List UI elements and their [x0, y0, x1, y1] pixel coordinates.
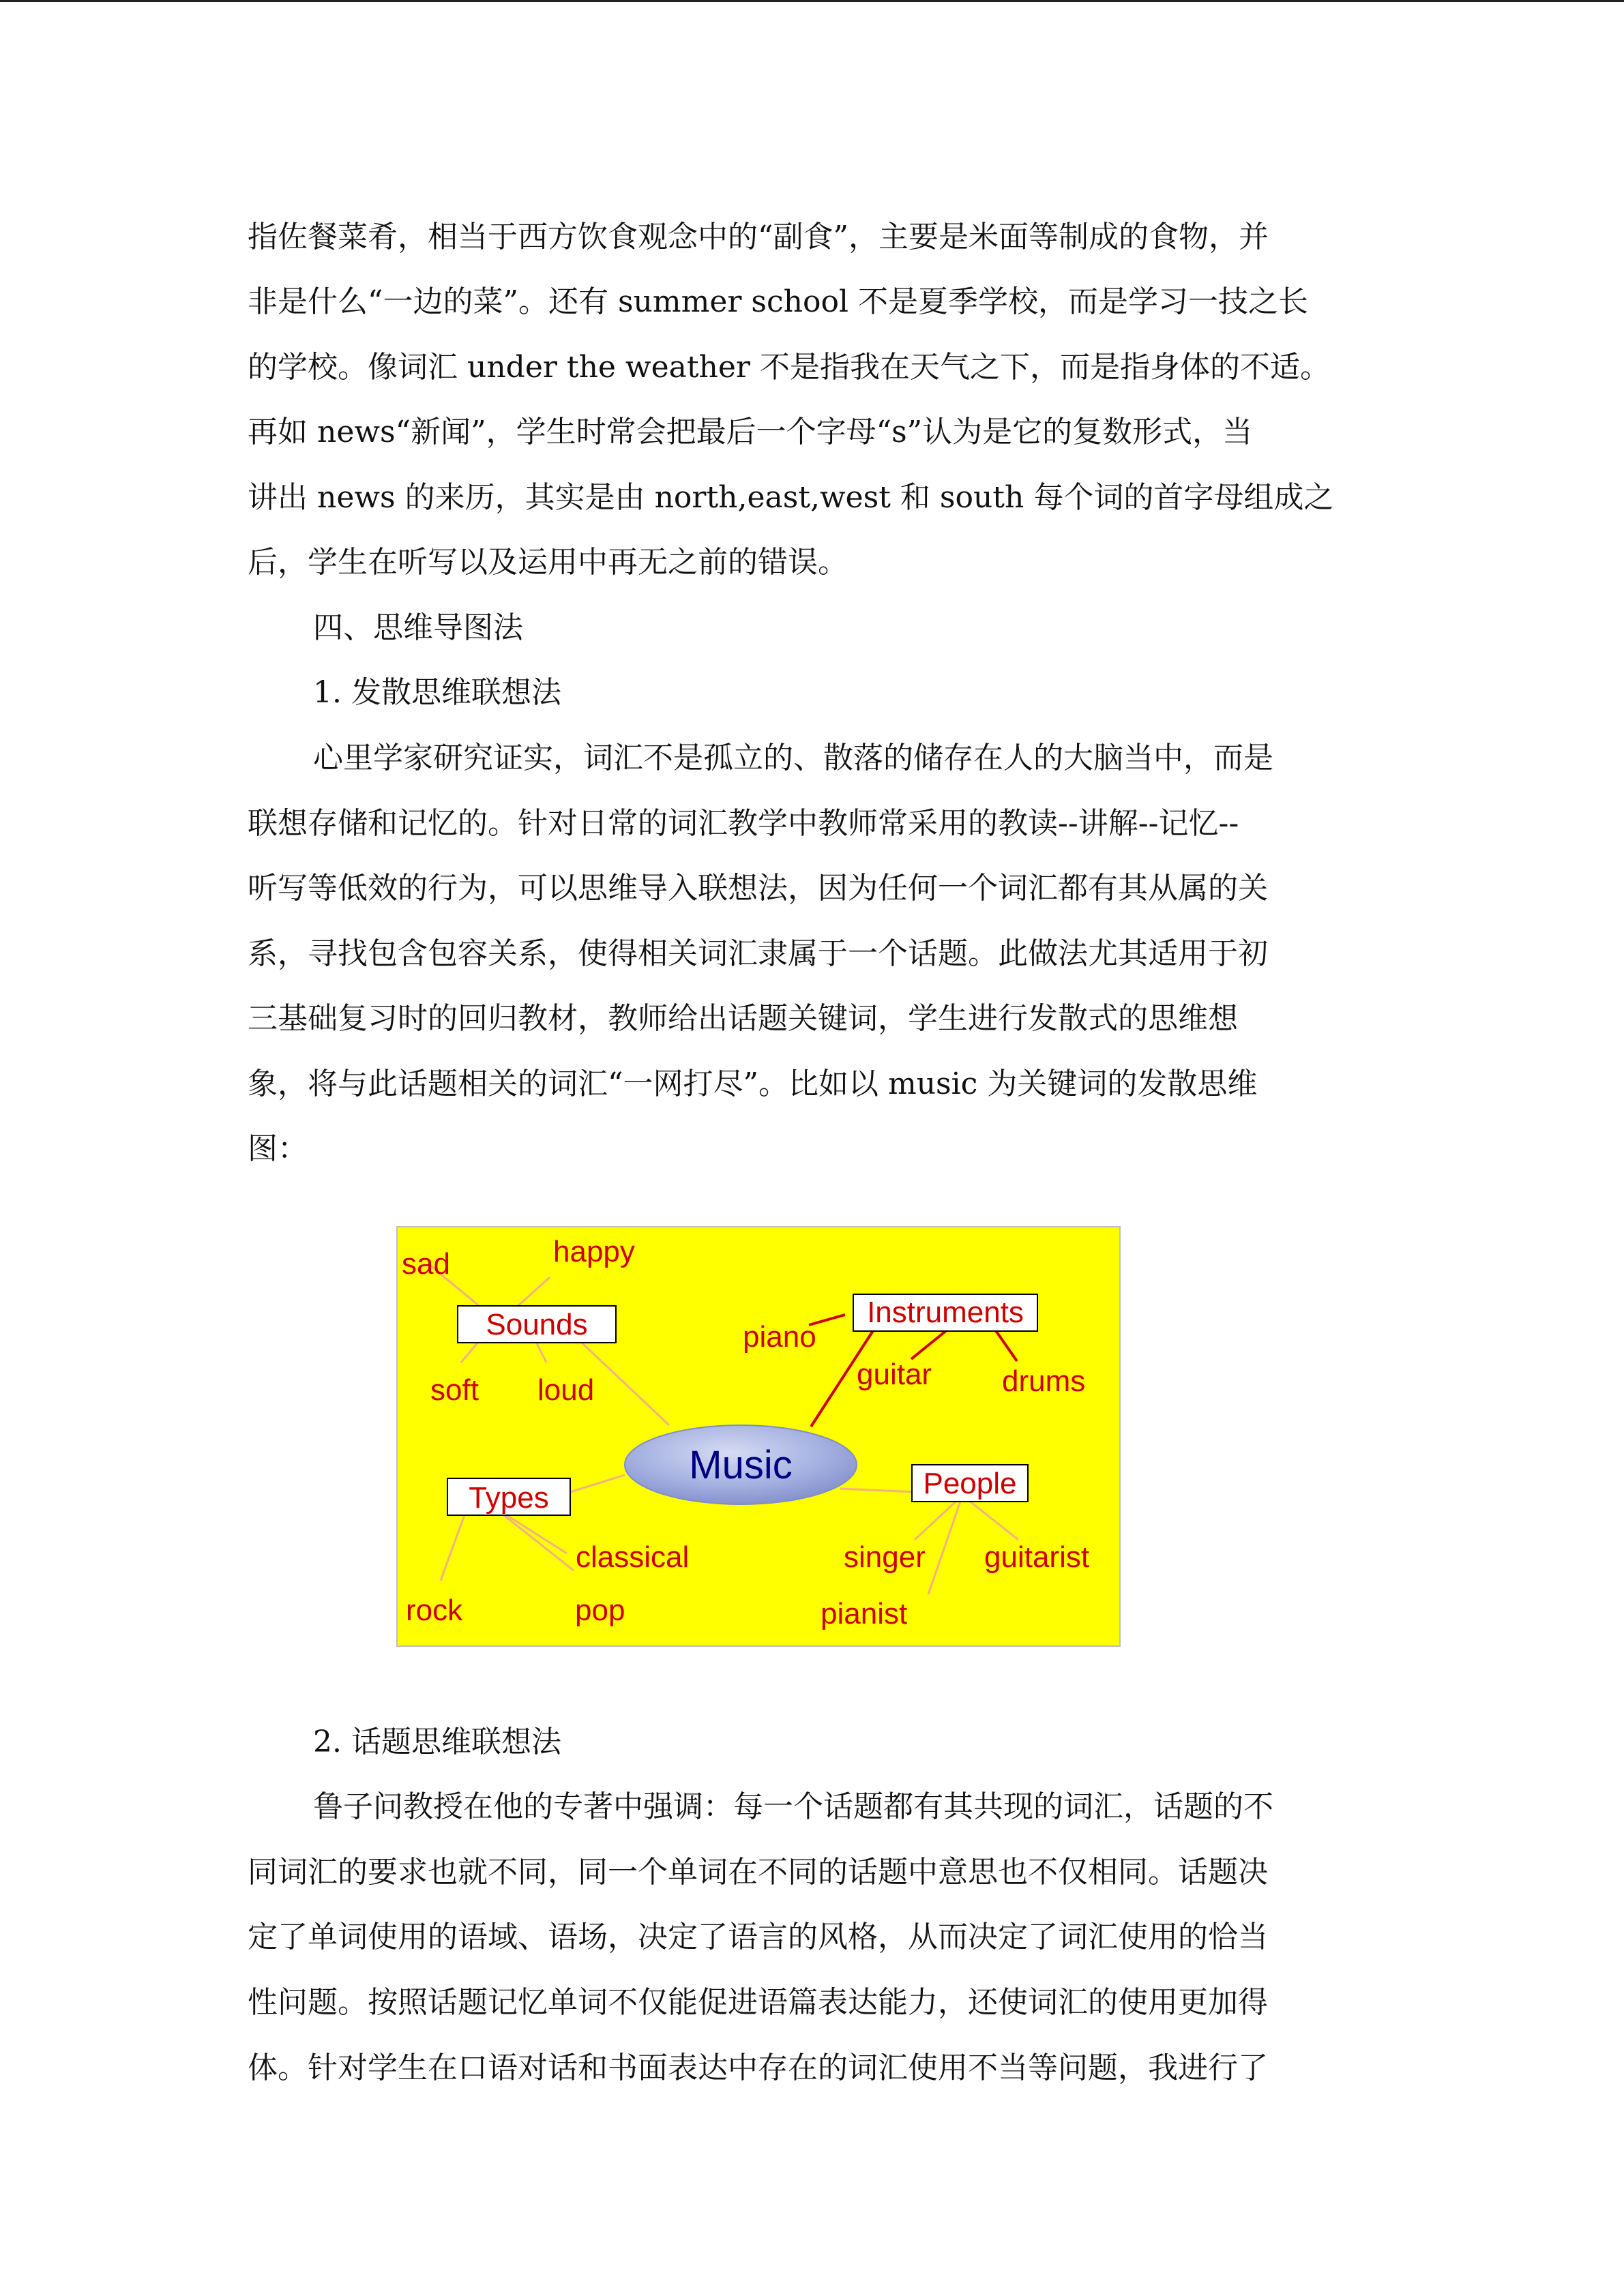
word-loud: loud: [537, 1373, 595, 1407]
paragraph-line: 鲁子问教授在他的专著中强调：每一个话题都有其共现的词汇，话题的不: [313, 1789, 1273, 1824]
word-rock: rock: [406, 1594, 463, 1627]
word-sad: sad: [402, 1247, 450, 1281]
paragraph-line: 讲出 news 的来历，其实是由 north,east,west 和 south 每个词的首字母组成之: [248, 480, 1334, 515]
center-node-label: Music: [689, 1443, 793, 1487]
word-guitarist: guitarist: [984, 1540, 1090, 1574]
paragraph-line: 指佐餐菜肴，相当于西方饮食观念中的“副食”，主要是米面等制成的食物，并: [248, 220, 1269, 254]
paragraph-line: 象，将与此话题相关的词汇“一网打尽”。比如以 music 为关键词的发散思维: [248, 1067, 1258, 1101]
paragraph-line: 后，学生在听写以及运用中再无之前的错误。: [248, 545, 848, 580]
word-singer: singer: [844, 1540, 926, 1574]
word-happy: happy: [553, 1235, 635, 1268]
subsection-heading: 2. 话题思维联想法: [313, 1725, 561, 1759]
paragraph-line: 联想存储和记忆的。针对日常的词汇教学中教师常采用的教读--讲解--记忆--: [248, 806, 1239, 841]
paragraph-line: 听写等低效的行为，可以思维导入联想法，因为任何一个词汇都有其从属的关: [248, 871, 1268, 906]
music-mind-map: [396, 1226, 1121, 1647]
word-pianist: pianist: [821, 1597, 908, 1630]
paragraph-line: 图：: [248, 1131, 308, 1166]
paragraph-line: 再如 news“新闻”，学生时常会把最后一个字母“s”认为是它的复数形式，当: [248, 415, 1253, 449]
word-pop: pop: [575, 1594, 625, 1627]
paragraph-line: 三基础复习时的回归教材，教师给出话题关键词，学生进行发散式的思维想: [248, 1001, 1238, 1036]
subsection-heading: 1. 发散思维联想法: [313, 675, 561, 710]
word-guitar: guitar: [857, 1358, 932, 1391]
paragraph-line: 心里学家研究证实，词汇不是孤立的、散落的储存在人的大脑当中，而是: [313, 741, 1273, 775]
word-piano: piano: [743, 1320, 816, 1354]
paragraph-line: 性问题。按照话题记忆单词不仅能促进语篇表达能力，还使词汇的使用更加得: [248, 1985, 1268, 2020]
paragraph-line: 非是什么“一边的菜”。还有 summer school 不是夏季学校，而是学习一技之长: [248, 284, 1308, 319]
word-drums: drums: [1002, 1365, 1086, 1398]
mind-map-svg: [396, 1226, 1121, 1647]
page-top-border: [0, 0, 1624, 2]
paragraph-line: 的学校。像词汇 under the weather 不是指我在天气之下，而是指身体的不适。: [248, 350, 1330, 385]
paragraph-line: 系，寻找包含包容关系，使得相关词汇隶属于一个话题。此做法尤其适用于初: [248, 936, 1268, 971]
category-label-types: Types: [469, 1481, 549, 1515]
category-label-people: People: [923, 1467, 1017, 1500]
word-classical: classical: [576, 1540, 690, 1574]
section-heading: 四、思维导图法: [313, 610, 523, 645]
category-label-sounds: Sounds: [486, 1308, 588, 1341]
paragraph-line: 定了单词使用的语域、语场，决定了语言的风格，从而决定了词汇使用的恰当: [248, 1920, 1268, 1954]
paragraph-line: 同词汇的要求也就不同，同一个单词在不同的话题中意思也不仅相同。话题决: [248, 1855, 1268, 1890]
category-label-instruments: Instruments: [867, 1296, 1024, 1329]
paragraph-line: 体。针对学生在口语对话和书面表达中存在的词汇使用不当等问题，我进行了: [248, 2051, 1268, 2085]
word-soft: soft: [430, 1373, 479, 1407]
